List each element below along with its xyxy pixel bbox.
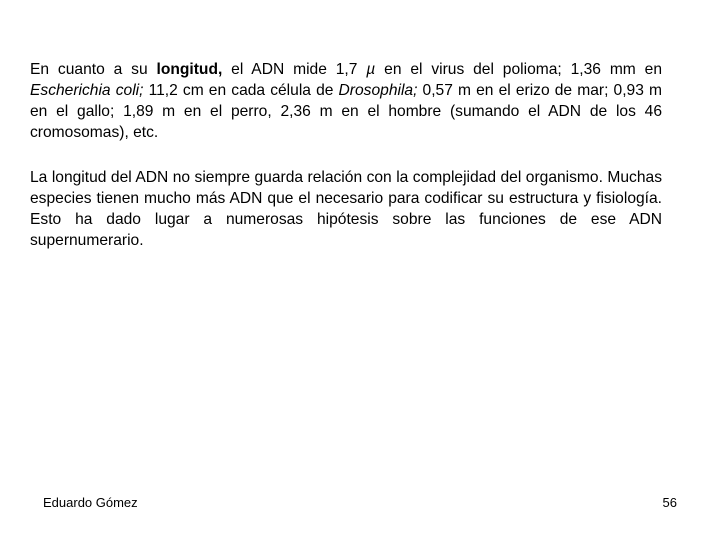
p1-italic-ecoli: Escherichia coli;: [30, 82, 144, 99]
paragraph-dna-complexity: La longitud del ADN no siempre guarda relación con la complejidad del organismo. Muchas especies tienen mucho más ADN que el necesario para codificar su estructura y fisiología. Esto ha dado lugar a numerosas hipótesis sobre las funciones de ese ADN supernumerario.: [30, 169, 662, 249]
p1-italic-drosophila: Drosophila;: [338, 82, 418, 99]
p1-bold-longitud: longitud,: [156, 61, 223, 78]
p1-text-5: 0,57 m en el erizo de mar; 0,93 m en el gallo; 1,89 m en el perro, 2,36 m en el hombre (sumando el ADN de los 46 cromosomas), etc.: [30, 82, 662, 141]
p1-text-4: 11,2 cm en cada célula de: [143, 82, 339, 99]
footer-author: Eduardo Gómez: [43, 495, 138, 510]
paragraph-dna-length: [30, 59, 662, 143]
p1-text-1: En cuanto a su: [30, 61, 157, 78]
p1-text-2: el ADN mide 1,7: [222, 61, 367, 78]
page-number: 56: [662, 495, 677, 510]
p1-italic-micro: µ: [366, 61, 376, 78]
p1-text-3: en el virus del polioma; 1,36 mm en: [375, 61, 663, 78]
